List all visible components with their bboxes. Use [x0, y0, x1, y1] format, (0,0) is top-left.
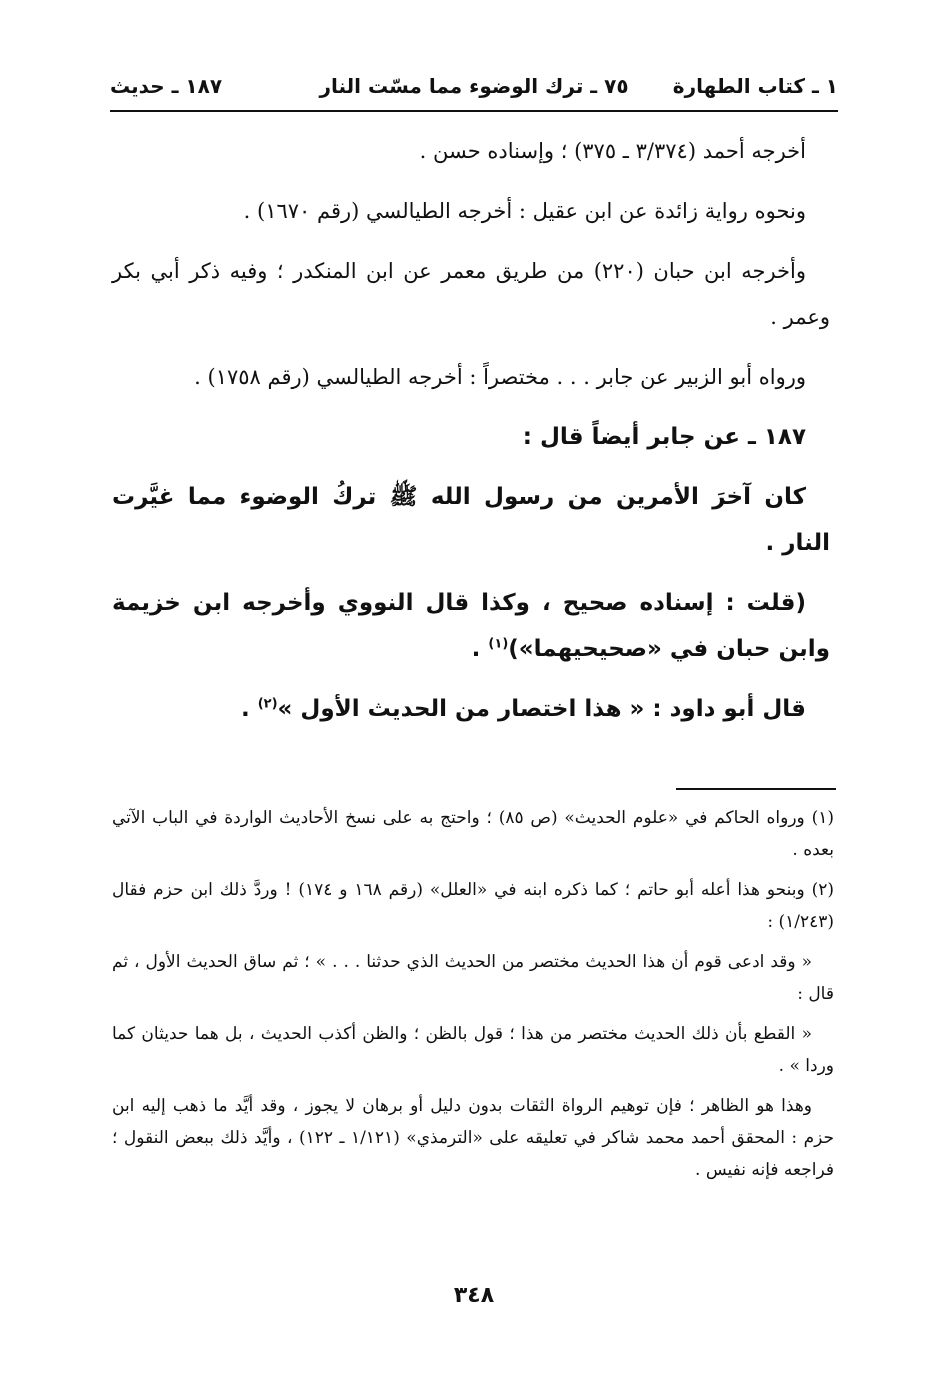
paragraph-abu-zubair: ورواه أبو الزبير عن جابر . . . مختصراً : أخرجه الطيالسي (رقم ١٧٥٨) . [194, 365, 806, 389]
header-hadith-number: ١٨٧ ـ حديث [110, 74, 223, 98]
footnote-2: (٢) وبنحو هذا أعله أبو حاتم ؛ كما ذكره ابنه في «العلل» (رقم ١٦٨ و ١٧٤) ! وردَّ ذلك ابن حزم فقال (١/٢٤٣) : [112, 880, 834, 932]
main-text [112, 128, 830, 746]
running-header [110, 70, 838, 106]
hadith-text: كان آخرَ الأمرين من رسول الله ﷺ تركُ الوضوء مما غيَّرت النار . [112, 484, 830, 556]
footnote-marker-2: (٢) [257, 696, 278, 712]
footnotes [112, 802, 834, 1194]
abu-dawud-paragraph [112, 686, 830, 732]
paragraph-ibn-hibban: وأخرجه ابن حبان (٢٢٠) من طريق معمر عن ابن المنكدر ؛ وفيه ذكر أبي بكر وعمر . [112, 259, 830, 329]
footnote-quote-2: « القطع بأن ذلك الحديث مختصر من هذا ؛ قول بالظن ؛ والظن أكذب الحديث ، بل هما حديثان كما وردا » . [112, 1024, 834, 1076]
header-chapter-title: ٧٥ ـ ترك الوضوء مما مسّت النار [319, 74, 629, 98]
qult-text: (قلت : إسناده صحيح ، وكذا قال النووي وأخرجه ابن خزيمة وابن حبان في «صحيحيهما») [112, 590, 830, 662]
page-number: ٣٤٨ [453, 1283, 495, 1308]
paragraph-ahmad: أخرجه أحمد (٣/٣٧٤ ـ ٣٧٥) ؛ وإسناده حسن . [419, 139, 806, 163]
qult-paragraph [112, 580, 830, 672]
hadith-heading: ١٨٧ ـ عن جابر أيضاً قال : [522, 424, 806, 450]
header-divider [110, 110, 838, 112]
qult-end: . [471, 636, 489, 662]
paragraph-zaida: ونحوه رواية زائدة عن ابن عقيل : أخرجه الطيالسي (رقم ١٦٧٠) . [243, 199, 806, 223]
footnote-closing: وهذا هو الظاهر ؛ فإن توهيم الرواة الثقات بدون دليل أو برهان لا يجوز ، وقد أيَّد ما ذهب إليه ابن حزم : المحقق أحمد محمد شاكر في تعليقه على «الترمذي» (١/١٢١ ـ ١٢٢) ، وأيَّد ذلك ببعض النقول ؛ فراجعه فإنه نفيس . [112, 1096, 834, 1180]
header-book-title: ١ ـ كتاب الطهارة [672, 74, 838, 98]
footnote-quote-1: « وقد ادعى قوم أن هذا الحديث مختصر من الحديث الذي حدثنا . . . » ؛ ثم ساق الحديث الأول ، ثم قال : [112, 952, 834, 1004]
footnote-marker-1: (١) [488, 636, 509, 652]
abu-dawud-text: قال أبو داود : « هذا اختصار من الحديث الأول » [277, 696, 806, 722]
footnote-divider [676, 788, 836, 790]
footnote-1: (١) ورواه الحاكم في «علوم الحديث» (ص ٨٥) ؛ واحتج به على نسخ الأحاديث الواردة في الباب الآتي بعده . [112, 808, 834, 860]
abu-dawud-end: . [240, 696, 258, 722]
